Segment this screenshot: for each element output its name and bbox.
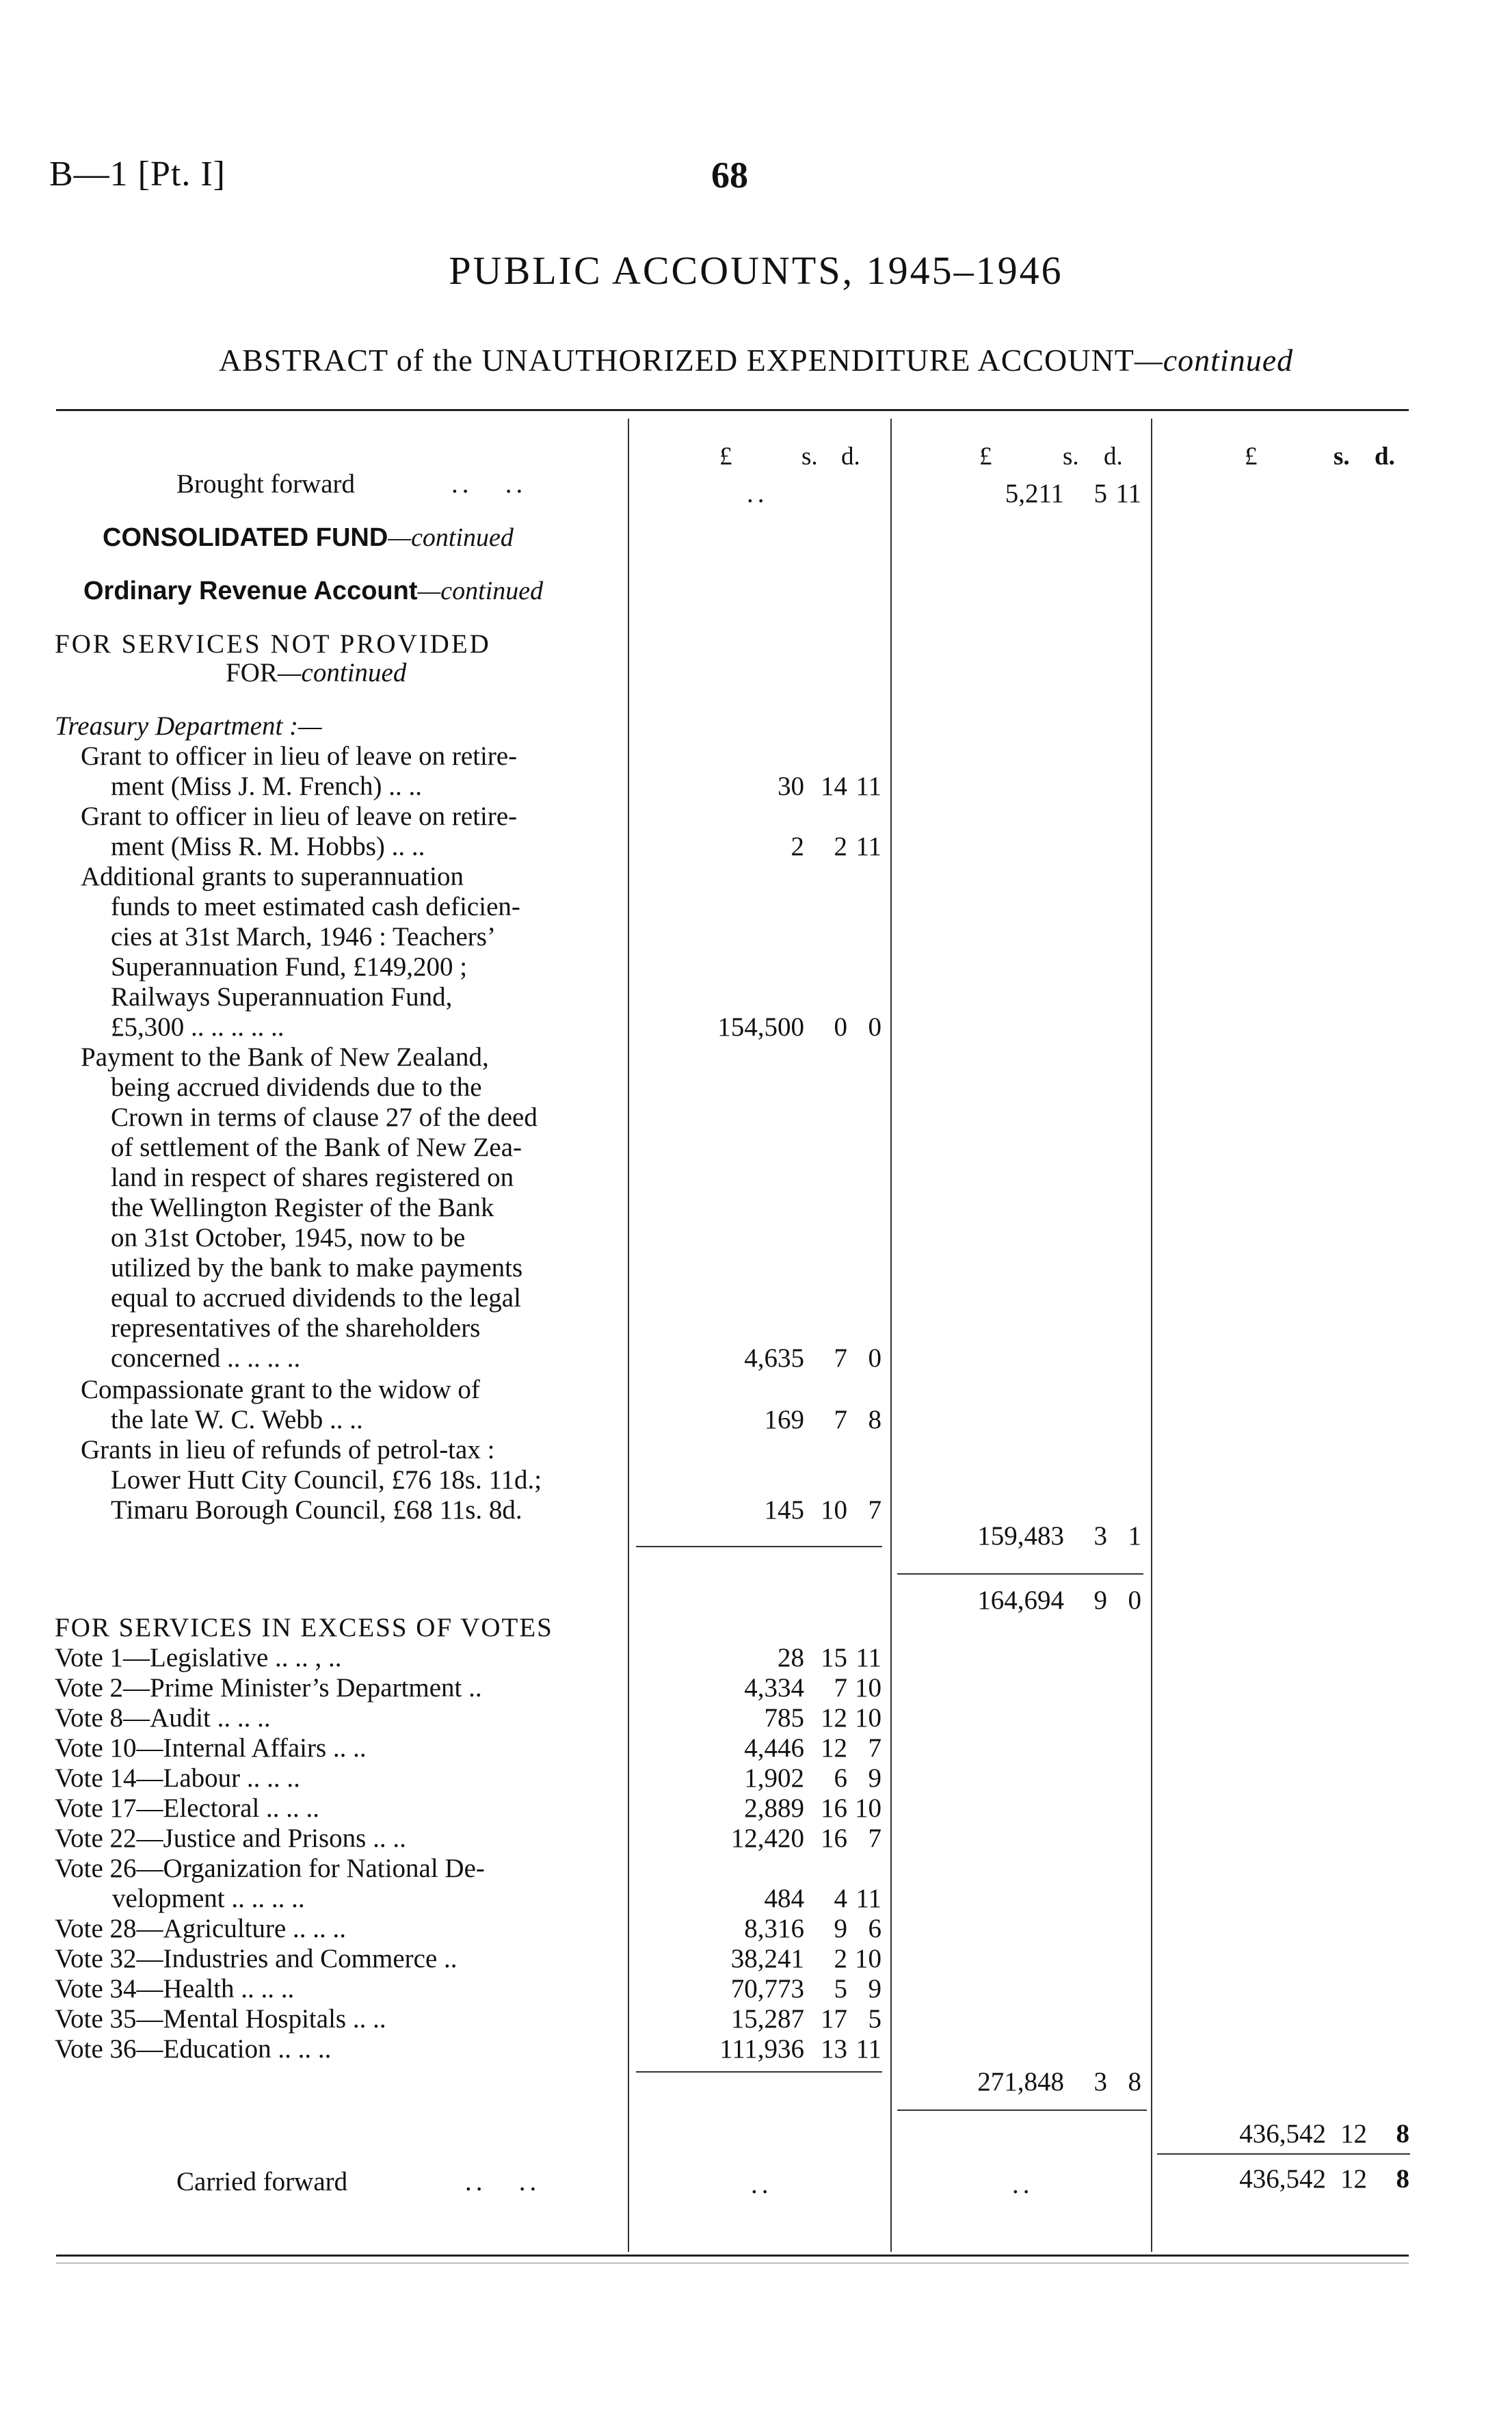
vote-label: Vote 26—Organization for National De-: [55, 1854, 485, 1883]
vote-amount-pence: 9: [868, 1763, 881, 1793]
vote-amount-shillings: 12: [821, 1733, 847, 1763]
votes-total-pence: 8: [1128, 2067, 1141, 2097]
vote-amount-pounds: 4,334: [744, 1673, 804, 1703]
vote-amount-shillings: 7: [834, 1673, 847, 1703]
treasury-item-amount-pounds: 2: [791, 832, 804, 861]
treasury-item-line: concerned .. .. .. ..: [111, 1343, 301, 1373]
treasury-item-line: ment (Miss R. M. Hobbs) .. ..: [111, 832, 425, 861]
treasury-item-amount-shillings: 14: [821, 772, 847, 801]
brought-forward-col1: ..: [747, 479, 769, 508]
vote-label: Vote 10—Internal Affairs .. ..: [55, 1733, 367, 1763]
vote-amount-pence: 11: [856, 1643, 881, 1672]
vote-label: Vote 17—Electoral .. .. ..: [55, 1793, 320, 1823]
vote-amount-shillings: 16: [821, 1793, 847, 1823]
treasury-item-line: cies at 31st March, 1946 : Teachers’: [111, 922, 496, 951]
vote-label: Vote 36—Education .. .. ..: [55, 2034, 332, 2064]
vote-amount-shillings: 6: [834, 1763, 847, 1793]
vote-amount-pence: 10: [855, 1673, 881, 1703]
column-divider-3: [1151, 419, 1152, 2252]
col1-subtotal-rule: [636, 1546, 882, 1547]
vote-amount-pence: 10: [855, 1703, 881, 1733]
treasury-item-amount-shillings: 2: [834, 832, 847, 861]
not-provided-heading-line1: FOR SERVICES NOT PROVIDED: [55, 629, 491, 659]
vote-amount-pence: 10: [855, 1944, 881, 1973]
treasury-item-amount-pounds: 145: [764, 1495, 804, 1525]
votes-subtotal-rule: [636, 2071, 882, 2073]
pound-sign: £: [979, 443, 992, 471]
treasury-item-line: equal to accrued dividends to the legal: [111, 1283, 521, 1313]
vote-label: Vote 22—Justice and Prisons .. ..: [55, 1824, 406, 1853]
treasury-item-line: the Wellington Register of the Bank: [111, 1193, 494, 1222]
treasury-item-amount-pounds: 4,635: [744, 1343, 804, 1373]
carried-forward-col1: ..: [751, 2170, 773, 2199]
treasury-item-line: of settlement of the Bank of New Zea-: [111, 1133, 522, 1162]
treasury-item-line: Railways Superannuation Fund,: [111, 982, 453, 1012]
vote-amount-pence: 7: [868, 1824, 881, 1853]
vote-amount-pence: 11: [856, 2034, 881, 2064]
treasury-item-amount-pounds: 30: [778, 772, 804, 801]
vote-amount-pounds: 70,773: [730, 1974, 804, 2003]
treasury-item-amount-pence: 0: [868, 1343, 881, 1373]
vote-amount-pounds: 38,241: [730, 1944, 804, 1973]
col2-total-rule: [897, 2110, 1147, 2111]
vote-label: Vote 1—Legislative .. .. , ..: [55, 1643, 342, 1672]
treasury-item-line: representatives of the shareholders: [111, 1313, 481, 1343]
document-subtitle: [0, 342, 1512, 378]
vote-amount-shillings: 15: [821, 1643, 847, 1672]
treasury-heading: Treasury Department :—: [55, 711, 322, 741]
shilling-sign: s.: [1063, 443, 1079, 471]
carried-forward-pounds: 436,542: [1239, 2164, 1326, 2194]
column-divider-1: [628, 419, 629, 2252]
vote-label: Vote 28—Agriculture .. .. ..: [55, 1914, 347, 1943]
treasury-item-line: Payment to the Bank of New Zealand,: [81, 1042, 489, 1072]
treasury-item-line: on 31st October, 1945, now to be: [111, 1223, 466, 1252]
vote-amount-pounds: 12,420: [730, 1824, 804, 1853]
account-heading-continued: —continued: [417, 577, 544, 605]
vote-amount-pence: 6: [868, 1914, 881, 1943]
votes-total-shillings: 3: [1093, 2067, 1107, 2097]
fund-heading-text: CONSOLIDATED FUND: [103, 523, 388, 552]
not-provided-heading-line2: [226, 658, 406, 688]
treasury-item-line: utilized by the bank to make payments: [111, 1253, 523, 1283]
pence-sign: d.: [1375, 443, 1395, 471]
treasury-item-line: Grants in lieu of refunds of petrol-tax :: [81, 1435, 495, 1464]
treasury-item-line: Grant to officer in lieu of leave on retire-: [81, 802, 518, 831]
treasury-item-amount-pounds: 169: [764, 1405, 804, 1434]
treasury-item-line: Compassionate grant to the widow of: [81, 1375, 480, 1404]
pence-sign: d.: [841, 443, 860, 471]
treasury-item-amount-shillings: 7: [834, 1343, 847, 1373]
treasury-item-amount-shillings: 0: [834, 1012, 847, 1042]
vote-amount-pounds: 28: [778, 1643, 804, 1672]
grand-total-pounds: 436,542: [1239, 2119, 1326, 2148]
treasury-item-line: Crown in terms of clause 27 of the deed: [111, 1103, 538, 1132]
vote-amount-pounds: 785: [764, 1703, 804, 1733]
treasury-item-line: the late W. C. Webb .. ..: [111, 1405, 363, 1434]
top-rule: [56, 409, 1409, 411]
vote-amount-pounds: 111,936: [719, 2034, 804, 2064]
vote-amount-pence: 10: [855, 1793, 881, 1823]
treasury-total-pounds: 159,483: [977, 1521, 1064, 1551]
not-provided-heading-continued: —continued: [277, 658, 407, 687]
treasury-item-amount-pence: 7: [868, 1495, 881, 1525]
treasury-item-line: Additional grants to superannuation: [81, 862, 464, 891]
col3-total-rule: [1157, 2153, 1410, 2155]
treasury-item-amount-pence: 8: [868, 1405, 881, 1434]
treasury-item-amount-pence: 0: [868, 1012, 881, 1042]
vote-amount-shillings: 17: [821, 2004, 847, 2034]
vote-label: Vote 32—Industries and Commerce ..: [55, 1944, 457, 1973]
vote-amount-shillings: 16: [821, 1824, 847, 1853]
vote-label: Vote 8—Audit .. .. ..: [55, 1703, 271, 1733]
treasury-item-line: Grant to officer in lieu of leave on retire-: [81, 741, 518, 771]
not-provided-total-pounds: 164,694: [977, 1586, 1064, 1615]
carried-forward-label: Carried forward: [176, 2167, 348, 2196]
carried-forward-pence: 8: [1396, 2164, 1409, 2194]
bottom-rule: [56, 2255, 1409, 2257]
vote-label-continued: velopment .. .. .. ..: [112, 1884, 305, 1913]
treasury-item-line: Lower Hutt City Council, £76 18s. 11d.;: [111, 1465, 542, 1495]
vote-amount-pence: 7: [868, 1733, 881, 1763]
vote-label: Vote 34—Health .. .. ..: [55, 1974, 295, 2003]
grand-total-shillings: 12: [1340, 2119, 1367, 2148]
vote-amount-pounds: 4,446: [744, 1733, 804, 1763]
fund-heading: [103, 523, 514, 553]
vote-amount-shillings: 12: [821, 1703, 847, 1733]
treasury-item-amount-shillings: 10: [821, 1495, 847, 1525]
document-title: PUBLIC ACCOUNTS, 1945–1946: [449, 248, 1063, 293]
vote-amount-pounds: 1,902: [744, 1763, 804, 1793]
grand-total-pence: 8: [1396, 2119, 1409, 2148]
vote-amount-shillings: 5: [834, 1974, 847, 2003]
page-number: 68: [711, 155, 748, 196]
votes-total-pounds: 271,848: [977, 2067, 1064, 2097]
treasury-item-amount-pence: 11: [856, 772, 881, 801]
brought-forward-col2-pounds: 5,211: [1005, 479, 1064, 508]
section-reference: B—1 [Pt. I]: [49, 155, 226, 194]
vote-amount-pence: 11: [856, 1884, 881, 1913]
shilling-sign: s.: [801, 443, 818, 471]
vote-amount-shillings: 9: [834, 1914, 847, 1943]
treasury-item-amount-shillings: 7: [834, 1405, 847, 1434]
not-provided-total-shillings: 9: [1093, 1586, 1107, 1615]
pound-sign: £: [719, 443, 732, 471]
vote-amount-pounds: 2,889: [744, 1793, 804, 1823]
vote-label: Vote 35—Mental Hospitals .. ..: [55, 2004, 386, 2034]
vote-label: Vote 2—Prime Minister’s Department ..: [55, 1673, 482, 1703]
leader-dots: .. ..: [451, 469, 527, 499]
treasury-item-line: funds to meet estimated cash deficien-: [111, 892, 520, 921]
treasury-item-line: Timaru Borough Council, £68 11s. 8d.: [111, 1495, 522, 1525]
treasury-item-line: land in respect of shares registered on: [111, 1163, 514, 1192]
treasury-item-line: Superannuation Fund, £149,200 ;: [111, 952, 468, 982]
vote-amount-shillings: 4: [834, 1884, 847, 1913]
excess-heading: FOR SERVICES IN EXCESS OF VOTES: [55, 1613, 553, 1642]
vote-label: Vote 14—Labour .. .. ..: [55, 1763, 300, 1793]
shilling-sign: s.: [1334, 443, 1350, 471]
vote-amount-pence: 5: [868, 2004, 881, 2034]
treasury-item-line: being accrued dividends due to the: [111, 1073, 482, 1102]
subtitle-main: ABSTRACT of the UNAUTHORIZED EXPENDITURE ACCOUNT: [218, 343, 1135, 378]
vote-amount-pence: 9: [868, 1974, 881, 2003]
subtitle-continued: —continued: [1134, 343, 1294, 378]
vote-amount-shillings: 2: [834, 1944, 847, 1973]
treasury-total-pence: 1: [1128, 1521, 1141, 1551]
not-provided-heading-for: FOR: [226, 658, 278, 687]
brought-forward-col2-pence: 11: [1115, 479, 1141, 508]
not-provided-total-pence: 0: [1128, 1586, 1141, 1615]
treasury-total-shillings: 3: [1093, 1521, 1107, 1551]
account-heading: [83, 576, 543, 606]
pence-sign: d.: [1104, 443, 1123, 471]
carried-forward-col2: ..: [1012, 2170, 1034, 2199]
vote-amount-pounds: 484: [764, 1884, 804, 1913]
pound-sign: £: [1245, 443, 1258, 471]
vote-amount-pounds: 8,316: [744, 1914, 804, 1943]
brought-forward-col2-shillings: 5: [1093, 479, 1107, 508]
treasury-item-amount-pence: 11: [856, 832, 881, 861]
col2-subtotal-rule: [897, 1573, 1143, 1575]
leader-dots: .. ..: [465, 2167, 541, 2196]
vote-amount-shillings: 13: [821, 2034, 847, 2064]
treasury-item-line: £5,300 .. .. .. .. ..: [111, 1012, 284, 1042]
carried-forward-shillings: 12: [1340, 2164, 1367, 2194]
account-heading-text: Ordinary Revenue Account: [83, 577, 418, 605]
treasury-item-amount-pounds: 154,500: [717, 1012, 804, 1042]
brought-forward-label: Brought forward: [176, 469, 356, 499]
treasury-item-line: ment (Miss J. M. French) .. ..: [111, 772, 422, 801]
vote-amount-pounds: 15,287: [730, 2004, 804, 2034]
fund-heading-continued: —continued: [388, 523, 514, 552]
column-divider-2: [890, 419, 892, 2252]
